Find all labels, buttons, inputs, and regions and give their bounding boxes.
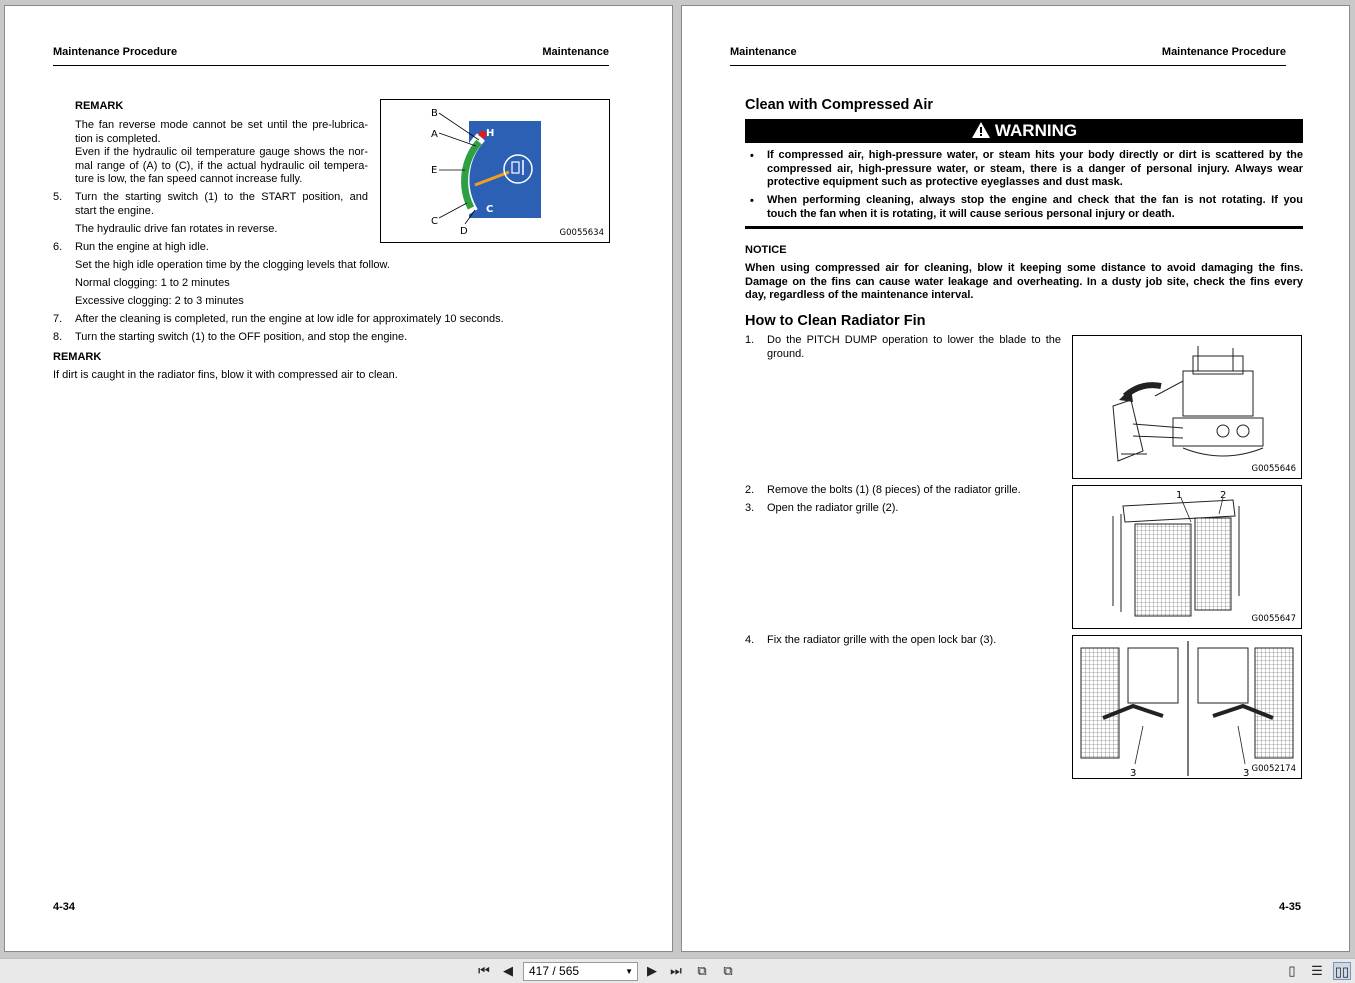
callout-line: [439, 203, 467, 218]
step-text: Set the high idle operation time by the clogging levels that follow.: [75, 259, 390, 271]
step-text: Run the engine at high idle.: [75, 241, 209, 253]
label-b: B: [431, 108, 438, 119]
remark-text: If dirt is caught in the radiator fins, blow it with compressed air to clean.: [53, 369, 398, 381]
dozer-figure: [1072, 335, 1302, 479]
label-h: H: [486, 128, 495, 139]
header-left: Maintenance: [730, 46, 797, 58]
label-c-inner: C: [486, 204, 494, 215]
next-view-icon[interactable]: ⧉: [723, 963, 733, 978]
warning-banner: [745, 119, 1303, 143]
warning-bottom-rule: [745, 226, 1303, 229]
page-field-value: 417 / 565: [529, 964, 580, 978]
single-page-icon[interactable]: ▯: [1288, 963, 1296, 978]
callout-2: 2: [1220, 490, 1227, 501]
header-left: Maintenance Procedure: [53, 46, 178, 58]
figure-id: G0055634: [559, 228, 604, 238]
label-e: E: [431, 165, 438, 176]
step-text: After the cleaning is completed, run the engine at low idle for approximately 10 seconds.: [75, 313, 504, 325]
dozer-illustration: [1073, 336, 1302, 479]
remark-heading: REMARK: [75, 100, 124, 112]
warning-text: When performing cleaning, always stop the engine and check that the fan is not rotating. If you touch the fan when it is rotating, it will cause serious personal injury or death.: [767, 194, 1303, 220]
viewer-toolbar: [0, 958, 1355, 983]
prev-page-icon[interactable]: ◀: [503, 963, 513, 978]
page-number: 4-35: [1278, 901, 1301, 913]
previous-view-icon[interactable]: ⧉: [697, 963, 707, 978]
notice-text: When using compressed air for cleaning, blow it keeping some distance to avoid damaging the fins. Damage on the fins can cause water leakage and overheating. In a dusty job site, check the fins every day, regardless of the maintenance interval.: [745, 262, 1303, 301]
lock-bar-illustration: [1073, 636, 1302, 779]
header-right: Maintenance Procedure: [1161, 46, 1286, 58]
last-page-icon[interactable]: ⏭: [670, 963, 682, 978]
step-text: Normal clogging: 1 to 2 minutes: [75, 277, 230, 289]
step-text: Open the radiator grille (2).: [767, 502, 899, 514]
page-number-field[interactable]: [523, 962, 638, 981]
step-text: Do the PITCH DUMP operation to lower the blade to the ground.: [767, 334, 1061, 360]
step-number: 4.: [745, 634, 755, 646]
page-header: [53, 46, 609, 66]
step-number: 3.: [745, 502, 755, 514]
step-number: 8.: [53, 331, 63, 343]
step-text: Remove the bolts (1) (8 pieces) of the radiator grille.: [767, 484, 1021, 496]
bullet: •: [750, 150, 754, 162]
gauge-figure: [380, 99, 610, 243]
step-text: Fix the radiator grille with the open lock bar (3).: [767, 634, 997, 646]
subsection-title: How to Clean Radiator Fin: [745, 313, 926, 329]
label-c: C: [431, 216, 438, 227]
right-page: [681, 5, 1350, 952]
step-text: Turn the starting switch (1) to the START position, and start the engine.: [75, 191, 368, 217]
lock-bar-figure: [1072, 635, 1302, 779]
left-page: [4, 5, 673, 952]
bullet: •: [750, 195, 754, 207]
label-a: A: [431, 129, 438, 140]
step-number: 2.: [745, 484, 755, 496]
step-number: 7.: [53, 313, 63, 325]
step-text: The hydraulic drive fan rotates in reverse.: [75, 223, 278, 235]
gauge-red-zone: [481, 132, 485, 137]
callout-3: 3: [1243, 768, 1250, 779]
notice-heading: NOTICE: [745, 244, 787, 256]
step-number: 1.: [745, 334, 755, 346]
page-header: [730, 46, 1286, 66]
two-page-icon[interactable]: ▯▯: [1334, 964, 1350, 979]
callout-3: 3: [1130, 768, 1137, 779]
section-title: Clean with Compressed Air: [745, 97, 934, 113]
remark-text: The fan reverse mode cannot be set until the pre-lubrica- tion is completed. Even if the hydraulic oil temperature gauge shows the nor- mal range of (A) to (C), if the actual hydraulic oil tempera- ture is low, the fan speed cannot increase fully.: [75, 119, 368, 185]
figure-id: G0052174: [1251, 764, 1296, 774]
figure-id: G0055646: [1251, 464, 1296, 474]
warning-triangle-icon: [971, 121, 991, 139]
hydraulic-oil-temperature-gauge: [381, 100, 610, 243]
warning-text: If compressed air, high-pressure water, or steam hits your body directly or dirt is scattered by the compressed air, high-pressure water, or steam, there is a danger of personal injury. Always wear protective equipment such as protective eyeglasses and dust mask.: [767, 149, 1303, 188]
next-page-icon[interactable]: ▶: [647, 963, 657, 978]
figure-id: G0055647: [1251, 614, 1296, 624]
chevron-down-icon[interactable]: ▼: [625, 967, 633, 976]
first-page-icon[interactable]: ⏮: [478, 963, 490, 978]
radiator-grille-figure: [1072, 485, 1302, 629]
callout-1: 1: [1176, 490, 1183, 501]
label-d: D: [460, 226, 468, 237]
continuous-icon[interactable]: ☰: [1311, 963, 1323, 978]
step-number: 5.: [53, 191, 63, 203]
page-number: 4-34: [53, 901, 76, 913]
step-number: 6.: [53, 241, 63, 253]
remark-heading: REMARK: [53, 351, 102, 363]
header-right: Maintenance: [542, 46, 609, 58]
step-text: Excessive clogging: 2 to 3 minutes: [75, 295, 244, 307]
radiator-grille-illustration: [1073, 486, 1302, 629]
step-text: Turn the starting switch (1) to the OFF position, and stop the engine.: [75, 331, 408, 343]
warning-label: WARNING: [994, 121, 1078, 140]
